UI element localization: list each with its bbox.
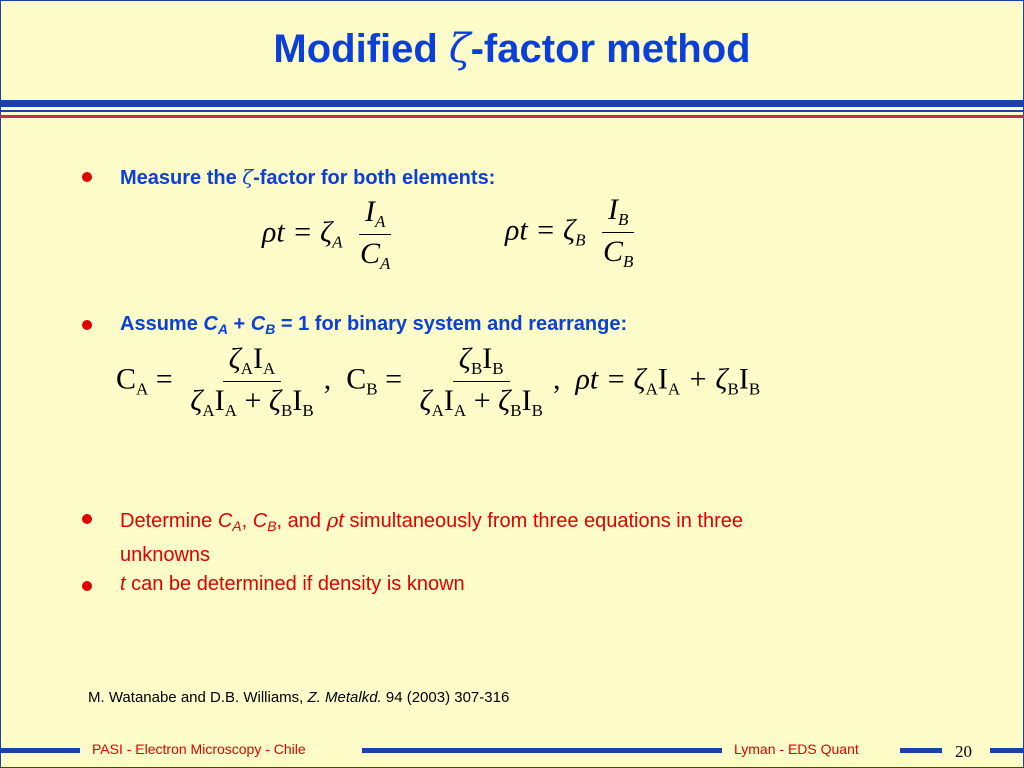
equation-rho-t-a: $\rho t = \zeta_A$ $\frac{I_A}{C_A}$ bbox=[262, 195, 391, 273]
footer-bar bbox=[900, 748, 942, 753]
bullet-dot bbox=[82, 320, 92, 330]
footer-left-text: PASI - Electron Microscopy - Chile bbox=[92, 741, 306, 757]
bullet-dot bbox=[82, 581, 92, 591]
footer-bar bbox=[0, 748, 80, 753]
bullet-density: t can be determined if density is known bbox=[120, 573, 465, 595]
title-rule-red bbox=[0, 115, 1024, 118]
bullet-measure: Measure the ζ-factor for both elements: bbox=[120, 165, 496, 189]
footer-bar bbox=[362, 748, 722, 753]
reference-citation: M. Watanabe and D.B. Williams, Z. Metalkd. 94 (2003) 307-316 bbox=[88, 689, 510, 706]
footer-bar bbox=[990, 748, 1024, 753]
page-number: 20 bbox=[955, 742, 972, 761]
title-rule-blue bbox=[0, 100, 1024, 107]
equation-rearranged: $C_A$ = $\frac{\zeta_AI_A}{\zeta_AI_A + \zeta_BI_B}$ , $C_B$ = $\frac{\zeta_BI_B}{\zeta_AI_A + \zeta_BI_B}$ , $\rho t = \zeta_AI_A + \zeta_BI_B$ bbox=[116, 342, 761, 420]
equation-rho-t-b: $\rho t = \zeta_B$ $\frac{I_B}{C_B}$ bbox=[505, 193, 634, 271]
bullet-dot bbox=[82, 172, 92, 182]
bullet-dot bbox=[82, 514, 92, 524]
bullet-determine: Determine $C_A$, $C_B$, and ρt simultaneously from three equations in three unknowns bbox=[120, 508, 744, 566]
slide-title: Modified ζ-factor method bbox=[273, 26, 751, 72]
title-rule-thin bbox=[0, 110, 1024, 112]
footer-right-text: Lyman - EDS Quant bbox=[734, 741, 859, 757]
bullet-assume: Assume $C_A + C_B = 1$ for binary system and rearrange: bbox=[120, 313, 628, 337]
